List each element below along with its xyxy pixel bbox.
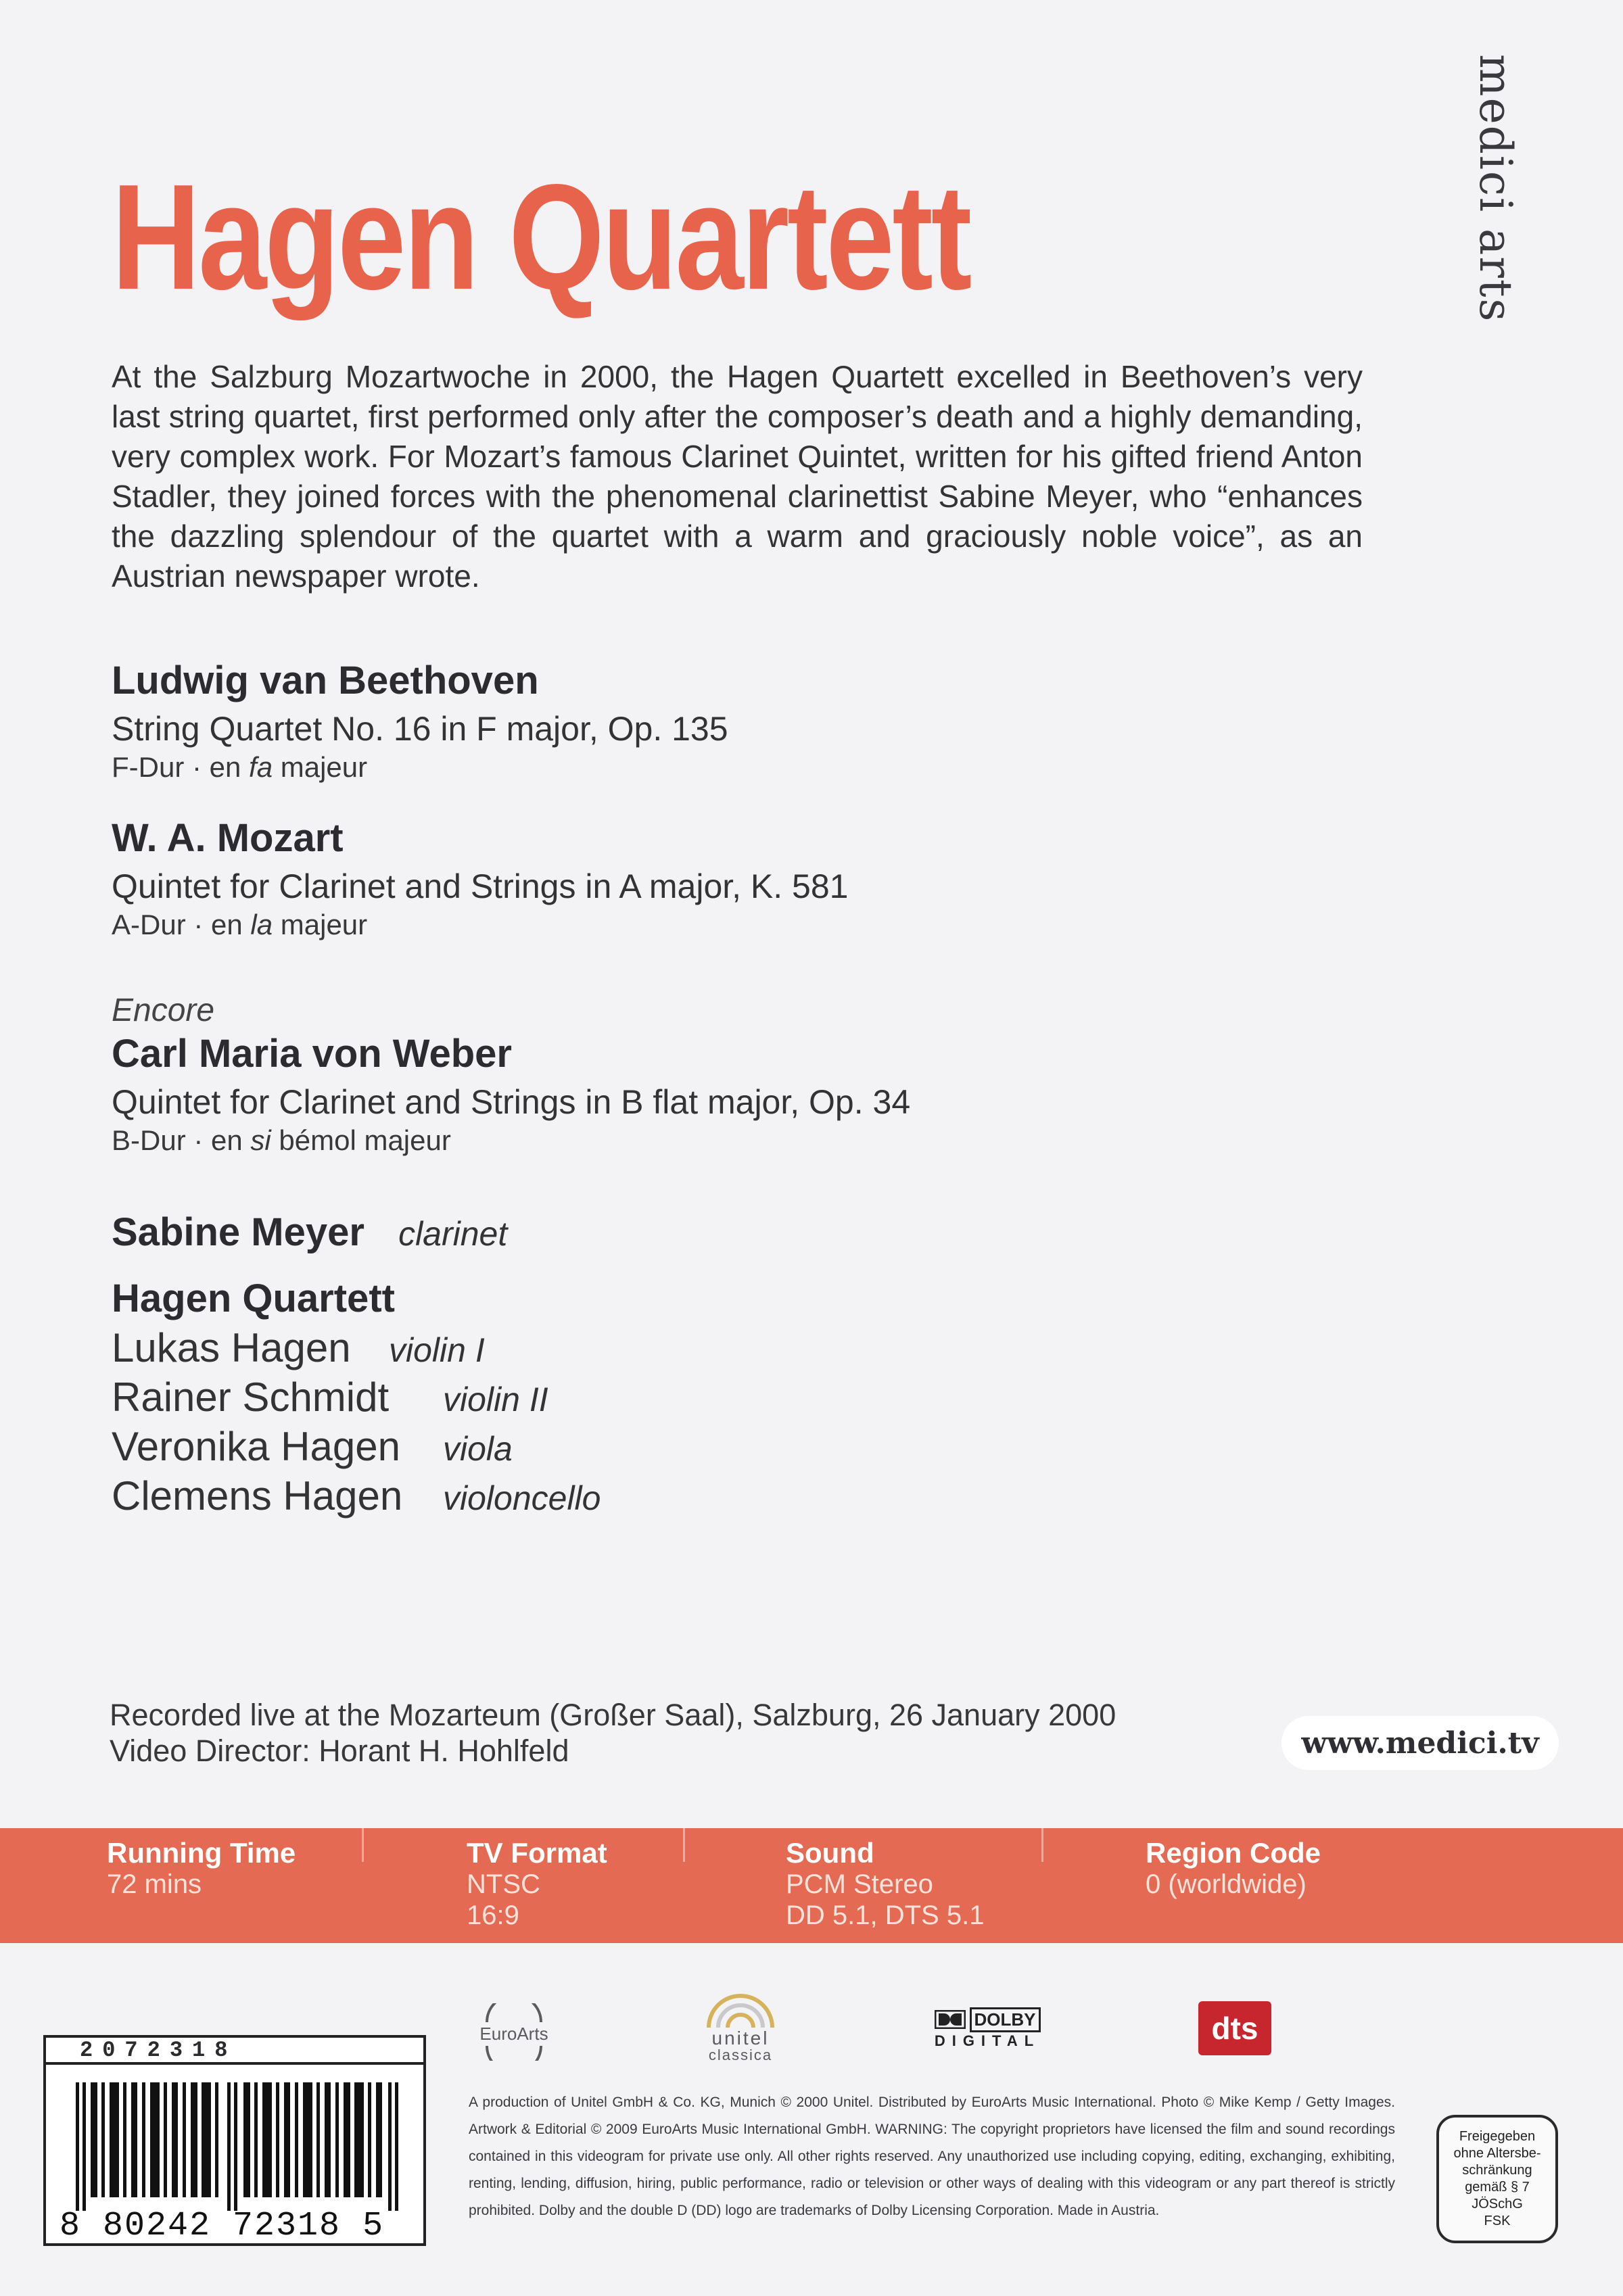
member-role: violin I bbox=[389, 1331, 485, 1369]
spec-divider bbox=[1041, 1828, 1043, 1862]
work-weber bbox=[112, 991, 1396, 1157]
piece-key: B-Dur · en si bémol majeur bbox=[112, 1124, 451, 1156]
euroarts-logo: EuroArts bbox=[460, 1994, 568, 2069]
euroarts-arc-icon bbox=[484, 2003, 544, 2024]
member-name: Veronika Hagen bbox=[112, 1424, 400, 1469]
piece-title: Quintet for Clarinet and Strings in B flat major, Op. 34 bbox=[112, 1083, 911, 1121]
spec-value: PCM Stereo bbox=[786, 1869, 933, 1899]
barcode-bars bbox=[76, 2082, 399, 2211]
website-link[interactable]: www.medici.tv bbox=[1281, 1716, 1559, 1770]
piece-key: F-Dur · en fa majeur bbox=[112, 751, 368, 783]
piece-title: Quintet for Clarinet and Strings in A major, K. 581 bbox=[112, 867, 849, 905]
brand-logo bbox=[1469, 54, 1555, 325]
soloist-role: clarinet bbox=[398, 1215, 508, 1253]
spec-tv-format bbox=[467, 1838, 607, 1931]
spec-value: 0 (worldwide) bbox=[1146, 1869, 1307, 1899]
ensemble-name: Hagen Quartett bbox=[112, 1276, 395, 1320]
spec-value: NTSC bbox=[467, 1869, 540, 1899]
spec-value: DD 5.1, DTS 5.1 bbox=[786, 1900, 985, 1930]
spec-region-code bbox=[1146, 1838, 1321, 1900]
member-row bbox=[112, 1422, 513, 1471]
member-row bbox=[112, 1471, 601, 1521]
recording-location: Recorded live at the Mozarteum (Großer Saal), Salzburg, 26 January 2000 bbox=[110, 1698, 1116, 1732]
intro-paragraph: At the Salzburg Mozartwoche in 2000, the Hagen Quartett excelled in Beethoven’s very last string quartet, first performed only after the composer’s death and a highly demanding, very complex work. For Mozart’s famous Clarinet Quintet, written for his gifted friend Anton Stadler, they joined forces with the phenomenal clarinettist Sabine Meyer, who “enhances the dazzling splendour of the quartet with a warm and graciously noble voice”, as an Austrian newspaper wrote. bbox=[112, 359, 1363, 594]
page-title: Hagen Quartett bbox=[112, 153, 970, 321]
spec-band bbox=[0, 1828, 1623, 1943]
member-role: violoncello bbox=[443, 1479, 601, 1517]
spec-label: Sound bbox=[786, 1837, 874, 1869]
member-name: Lukas Hagen bbox=[112, 1325, 351, 1370]
composer-name: W. A. Mozart bbox=[112, 816, 344, 860]
video-director: Video Director: Horant H. Hohlfeld bbox=[110, 1733, 569, 1768]
spec-label: TV Format bbox=[467, 1837, 607, 1869]
piece-key: A-Dur · en la majeur bbox=[112, 909, 368, 940]
unitel-classica-logo: unitel classica bbox=[683, 1984, 798, 2069]
spec-label: Running Time bbox=[107, 1837, 296, 1869]
brand-name: medici arts bbox=[1469, 54, 1522, 323]
barcode bbox=[43, 2035, 426, 2246]
work-mozart bbox=[112, 815, 1396, 942]
spec-value: 16:9 bbox=[467, 1900, 519, 1930]
soloist-name: Sabine Meyer bbox=[112, 1210, 364, 1254]
member-row bbox=[112, 1372, 548, 1422]
soloist bbox=[112, 1209, 507, 1258]
spec-value: 72 mins bbox=[107, 1869, 202, 1899]
double-d-icon bbox=[935, 2010, 966, 2029]
spec-label: Region Code bbox=[1146, 1837, 1321, 1869]
member-row bbox=[112, 1323, 485, 1372]
spec-sound bbox=[786, 1838, 984, 1931]
dolby-digital-logo: DOLBY DIGITAL bbox=[920, 2005, 1055, 2052]
composer-name: Ludwig van Beethoven bbox=[112, 659, 539, 702]
barcode-digits: 8 80242 72318 5 bbox=[60, 2207, 385, 2245]
member-role: violin II bbox=[443, 1381, 548, 1418]
encore-label: Encore bbox=[112, 992, 215, 1028]
fsk-rating-badge: Freigegeben ohne Altersbe- schränkung gemäß § 7 JÖSchG FSK bbox=[1436, 2115, 1558, 2243]
work-beethoven bbox=[112, 657, 1396, 784]
spec-divider bbox=[362, 1828, 364, 1862]
barcode-catalog-number: 2072318 bbox=[46, 2038, 423, 2065]
spec-divider bbox=[683, 1828, 685, 1862]
dts-logo: dts bbox=[1198, 2001, 1271, 2055]
ensemble-members bbox=[112, 1323, 601, 1521]
spec-running-time bbox=[107, 1838, 296, 1900]
legal-notice: A production of Unitel GmbH & Co. KG, Munich © 2000 Unitel. Distributed by EuroArts Music International. Photo © Mike Kemp / Getty Images. Artwork & Editorial © 2009 EuroArts Music International GmbH. WARNING: The copyright proprietors have licensed the film and sound recordings contained in this videogram for private use only. All other rights reserved. Any unauthorized use including copying, editing, exchanging, exhibiting, renting, lending, diffusion, hiring, public performance, radio or television or other ways of dealing with this videogram or any part thereof is strictly prohibited. Dolby and the double D (DD) logo are trademarks of Dolby Licensing Corporation. Made in Austria. bbox=[469, 2095, 1395, 2218]
piece-title: String Quartet No. 16 in F major, Op. 135 bbox=[112, 710, 728, 748]
recording-credits bbox=[110, 1697, 1116, 1769]
composer-name: Carl Maria von Weber bbox=[112, 1032, 513, 1076]
member-name: Rainer Schmidt bbox=[112, 1374, 390, 1420]
unitel-sunburst-icon bbox=[703, 1991, 778, 2029]
member-role: viola bbox=[443, 1430, 513, 1468]
member-name: Clemens Hagen bbox=[112, 1473, 403, 1518]
